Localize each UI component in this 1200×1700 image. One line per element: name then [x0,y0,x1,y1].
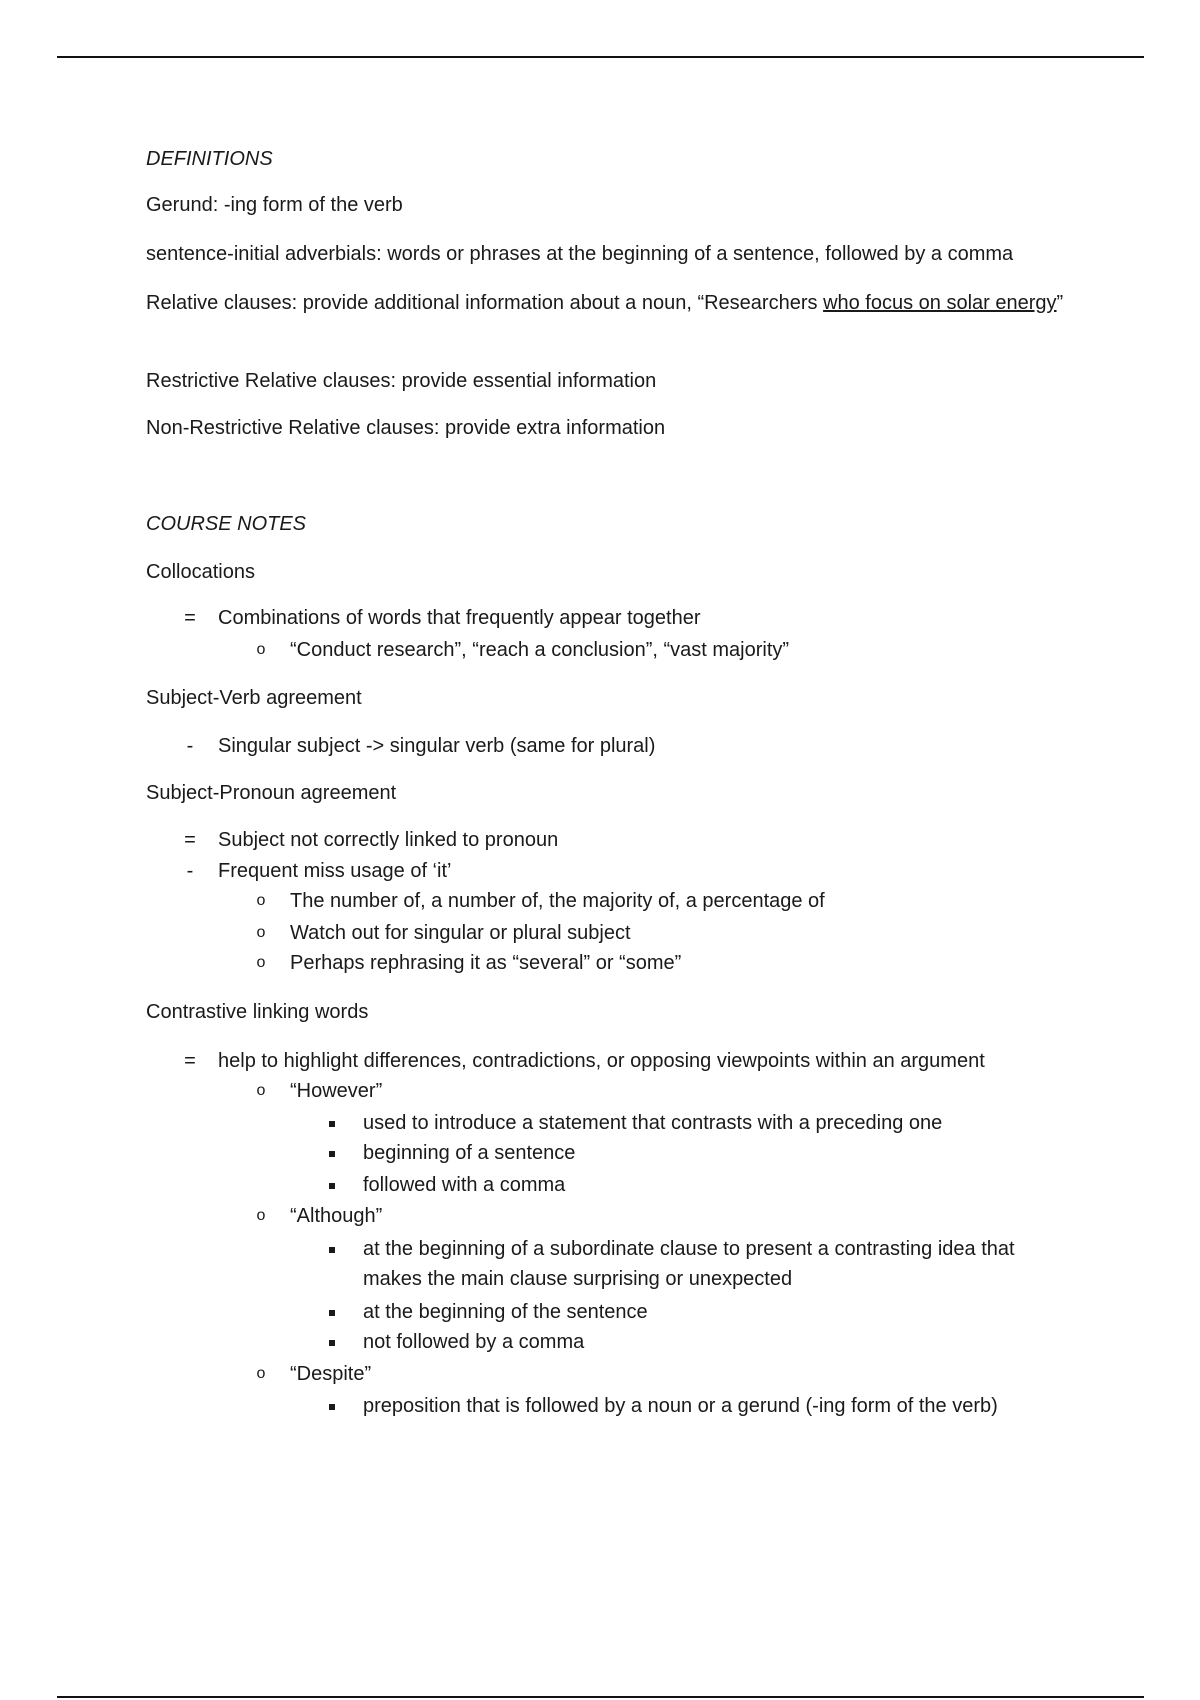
definition-non-restrictive: Non-Restrictive Relative clauses: provide extra information [146,417,666,439]
however-word: “However” [290,1080,383,1102]
top-rule [57,56,1144,58]
although-bullet-2: at the beginning of the sentence [363,1301,648,1323]
course-notes-heading: COURSE NOTES [146,513,307,535]
equals-marker: = [184,607,196,629]
square-bullet-icon [322,1111,342,1135]
definition-adverbials: sentence-initial adverbials: words or phrases at the beginning of a sentence, followed by a comma [146,243,1014,265]
square-bullet-icon [322,1330,342,1354]
definition-gerund: Gerund: -ing form of the verb [146,194,403,216]
subject-verb-point: Singular subject -> singular verb (same for plural) [218,735,656,757]
equals-marker: = [184,1050,196,1072]
collocations-point: Combinations of words that frequently appear together [218,607,701,629]
square-bullet-icon [322,1237,342,1261]
square-bullet-icon [322,1300,342,1324]
despite-word: “Despite” [290,1363,372,1385]
however-bullet-2: beginning of a sentence [363,1142,576,1164]
circle-bullet-icon: o [256,924,266,941]
subject-verb-title: Subject-Verb agreement [146,687,362,709]
although-bullet-3: not followed by a comma [363,1331,585,1353]
circle-bullet-icon: o [256,1207,266,1224]
subject-pronoun-point-1: Subject not correctly linked to pronoun [218,829,559,851]
circle-bullet-icon: o [256,1082,266,1099]
relative-clauses-close-quote: ” [1056,292,1064,314]
subject-pronoun-sub-3: Perhaps rephrasing it as “several” or “some” [290,952,682,974]
collocations-title: Collocations [146,561,255,583]
definition-relative-clauses [146,288,1076,318]
square-bullet-icon [322,1173,342,1197]
although-word: “Although” [290,1205,383,1227]
dash-marker: - [186,735,194,757]
subject-pronoun-title: Subject-Pronoun agreement [146,782,397,804]
equals-marker: = [184,829,196,851]
square-bullet-icon [322,1141,342,1165]
definitions-heading: DEFINITIONS [146,148,273,170]
despite-bullet-1: preposition that is followed by a noun or a gerund (-ing form of the verb) [363,1395,998,1417]
square-bullet-icon [322,1394,342,1418]
subject-pronoun-sub-2: Watch out for singular or plural subject [290,922,631,944]
circle-bullet-icon: o [256,1365,266,1382]
however-bullet-3: followed with a comma [363,1174,566,1196]
relative-clauses-text: Relative clauses: provide additional information about a noun, “Researchers [146,292,824,314]
circle-bullet-icon: o [256,641,266,658]
although-bullet-1: at the beginning of a subordinate clause to present a contrasting idea that makes the main clause surprising or unexpected [363,1238,1015,1290]
dash-marker: - [186,860,194,882]
however-bullet-1: used to introduce a statement that contrasts with a preceding one [363,1112,943,1134]
definition-restrictive: Restrictive Relative clauses: provide essential information [146,370,657,392]
subject-pronoun-point-2: Frequent miss usage of ‘it’ [218,860,452,882]
contrastive-title: Contrastive linking words [146,1001,369,1023]
circle-bullet-icon: o [256,954,266,971]
bottom-rule [57,1696,1144,1698]
subject-pronoun-sub-1: The number of, a number of, the majority of, a percentage of [290,890,825,912]
collocations-example: “Conduct research”, “reach a conclusion”, “vast majority” [290,639,790,661]
relative-clauses-example: who focus on solar energy [823,292,1057,314]
circle-bullet-icon: o [256,892,266,909]
contrastive-point: help to highlight differences, contradictions, or opposing viewpoints within an argument [218,1050,985,1072]
